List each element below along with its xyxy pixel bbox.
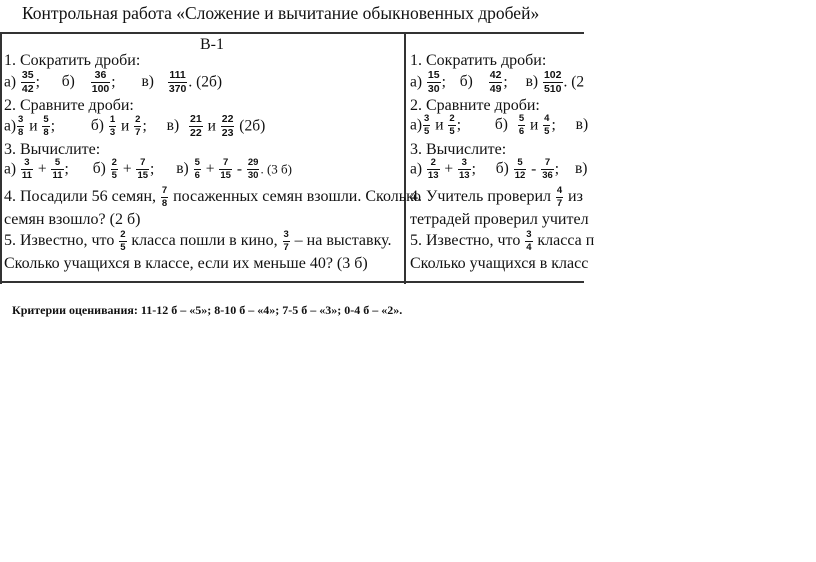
item-b-label: б) (61, 73, 75, 91)
task-5-line-2: Сколько учащихся в классе, если их меньше 40? (3 б) (4, 255, 368, 272)
fraction: $\frac{5}{8}$ (43, 114, 49, 138)
task-1-items: а) $\frac{15}{30}$ ; б) $\frac{42}{49}$ ; в) $\frac{102}{510}$ . (2 (410, 69, 585, 95)
task-3-heading: 3. Вычислите: (4, 141, 101, 158)
fraction: $\frac{3}{11}$ (21, 157, 32, 181)
fraction: $\frac{4}{7}$ (556, 185, 563, 209)
fraction: $\frac{5}{12}$ (514, 157, 526, 181)
fraction: $\frac{1}{3}$ (109, 114, 116, 138)
fraction: $\frac{5}{11}$ (52, 157, 63, 181)
task-4-line-1: 4. Посадили 56 семян, $\frac{7}{8}$ посаженных семян взошли. Сколько (4, 185, 422, 209)
task-1-items: а) $\frac{35}{42}$ ; б) $\frac{36}{100}$ ; в) $\frac{111}{370}$ . (2б) (4, 69, 223, 95)
worksheet-title: Контрольная работа «Сложение и вычитание обыкновенных дробей» (22, 3, 540, 23)
fraction: $\frac{2}{5}$ (449, 113, 455, 137)
task-3-heading: 3. Вычислите: (410, 141, 507, 158)
variant-2-column (410, 32, 595, 284)
fraction: $\frac{7}{15}$ (137, 157, 149, 181)
fraction: $\frac{7}{8}$ (161, 185, 168, 209)
task-5-line-2: Сколько учащихся в класс (410, 255, 589, 272)
fraction: $\frac{4}{5}$ (544, 113, 550, 137)
task-2-heading: 2. Сравните дроби: (410, 97, 540, 114)
task-5-line-1: 5. Известно, что $\frac{3}{4}$ класса п (410, 229, 595, 253)
task-2-items: а) $\frac{3}{8}$ и $\frac{5}{8}$ ; б) $\frac{1}{3}$ и $\frac{2}{7}$ ; в) $\frac{21}{22}$ и $\frac{22}{23}$ (2б) (4, 113, 266, 139)
fraction: $\frac{22}{23}$ (221, 113, 234, 139)
item-c-label: в) (141, 73, 154, 91)
fraction: $\frac{5}{6}$ (518, 113, 525, 137)
fraction: $\frac{21}{22}$ (190, 113, 202, 139)
fraction: $\frac{2}{13}$ (427, 157, 439, 181)
fraction: $\frac{3}{5}$ (424, 113, 430, 137)
fraction: $\frac{15}{30}$ (427, 69, 440, 95)
fraction: $\frac{102}{510}$ (543, 69, 562, 95)
fraction: $\frac{2}{7}$ (135, 114, 141, 138)
fraction: $\frac{36}{100}$ (91, 69, 110, 95)
task-4-line-2: тетрадей проверил учител (410, 211, 589, 228)
fraction: $\frac{7}{15}$ (220, 157, 231, 181)
task-2-heading: 2. Сравните дроби: (4, 97, 134, 114)
task-4-line-1: 4. Учитель проверил $\frac{4}{7}$ из (410, 185, 583, 209)
fraction: $\frac{2}{5}$ (111, 157, 117, 181)
item-a-label: а) (4, 73, 17, 91)
task-3-items: а) $\frac{3}{11}$ + $\frac{5}{11}$ ; б) $\frac{2}{5}$ + $\frac{7}{15}$ ; в) $\frac{5}{6}$ + $\frac{7}{15}$ - $\frac{29}{30}$ . (3 б) (4, 157, 292, 181)
fraction: $\frac{3}{7}$ (283, 229, 289, 253)
fraction: $\frac{7}{36}$ (542, 157, 553, 181)
fraction: $\frac{3}{8}$ (18, 114, 24, 138)
variants-table (0, 32, 595, 284)
fraction: $\frac{3}{13}$ (459, 157, 470, 181)
fraction: $\frac{35}{42}$ (21, 69, 34, 95)
task-1-heading: 1. Сократить дроби: (410, 52, 547, 69)
fraction: $\frac{111}{370}$ (168, 69, 187, 95)
variant-label: В-1 (200, 36, 224, 53)
table-left-border (0, 32, 2, 284)
variant-1-column (4, 32, 422, 284)
task-3-items: а) $\frac{2}{13}$ + $\frac{3}{13}$ ; б) $\frac{5}{12}$ - $\frac{7}{36}$ ; в) (410, 157, 588, 181)
fraction: $\frac{5}{6}$ (194, 157, 200, 181)
task-5-line-1: 5. Известно, что $\frac{2}{5}$ класса пошли в кино, $\frac{3}{7}$ – на выставку. (4, 229, 392, 253)
grading-criteria: Критерии оценивания: 11-12 б – «5»; 8-10 б – «4»; 7-5 б – «3»; 0-4 б – «2». (12, 303, 403, 317)
fraction: $\frac{3}{4}$ (526, 229, 532, 253)
task-2-items: а) $\frac{3}{5}$ и $\frac{2}{5}$ ; б) $\frac{5}{6}$ и $\frac{4}{5}$ ; в) (410, 113, 589, 137)
fraction: $\frac{2}{5}$ (120, 229, 126, 253)
fraction: $\frac{42}{49}$ (489, 69, 502, 95)
task-1-heading: 1. Сократить дроби: (4, 52, 141, 69)
task-4-line-2: семян взошло? (2 б) (4, 211, 141, 228)
fraction: $\frac{29}{30}$ (247, 157, 259, 181)
